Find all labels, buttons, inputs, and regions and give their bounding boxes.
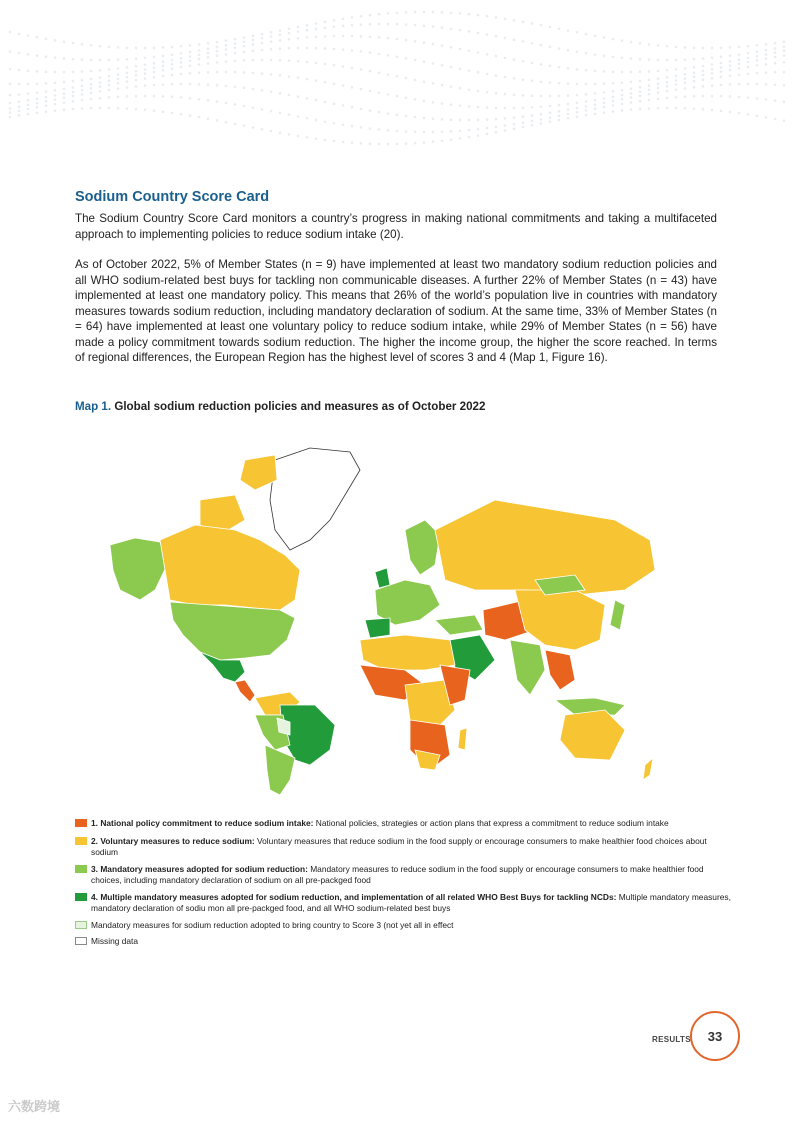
legend-bold-2: Voluntary measures to reduce sodium: <box>100 836 255 846</box>
japan <box>610 600 625 630</box>
map-label: Map 1. <box>75 400 112 413</box>
australia <box>560 710 625 760</box>
legend-text-1: National policies, strategies or action plans that express a commitment to reduce sodium intake <box>313 818 669 828</box>
legend-text-4: Multiple mandatory measures, mandatory declaration of sodiu mon all pre-packged food, and all WHO sodium-related best buys <box>91 892 731 913</box>
legend-num-3: 3. <box>91 864 98 874</box>
page-number: 33 <box>707 1029 723 1044</box>
world-map <box>105 440 665 800</box>
legend-swatch-1 <box>75 819 87 827</box>
southeast-asia <box>545 650 575 690</box>
india <box>510 640 545 695</box>
turkey-caucasus <box>435 615 483 635</box>
map-title-text: Global sodium reduction policies and measures as of October 2022 <box>114 400 486 413</box>
statistics-paragraph <box>75 257 717 366</box>
legend-swatch-5 <box>75 921 87 929</box>
arctic-islands <box>240 455 277 490</box>
legend-text-3: Mandatory measures to reduce sodium in the food supply or encourage consumers to make healthier food choices, including mandatory declaration of sodium on all pre-packged food <box>91 864 704 885</box>
china <box>515 590 605 650</box>
central-america <box>235 680 255 702</box>
intro-paragraph <box>75 211 717 242</box>
new-zealand <box>643 758 653 780</box>
scandinavia <box>405 520 440 575</box>
usa <box>170 602 295 660</box>
iberia <box>365 618 390 638</box>
legend-swatch-6 <box>75 937 87 945</box>
legend-num-2: 2. <box>91 836 98 846</box>
legend-text-5: Mandatory measures for sodium reduction adopted to bring country to Score 3 (not yet all in effect <box>91 920 454 930</box>
legend-bold-4: Multiple mandatory measures adopted for sodium reduction, and implementation of all related WHO Best Buys for tackling NCDs: <box>100 892 617 902</box>
legend-num-1: 1. <box>91 818 98 828</box>
legend-bold-3: Mandatory measures adopted for sodium reduction: <box>100 864 308 874</box>
statistics-text: As of October 2022, 5% of Member States (n = 9) have implemented at least two mandatory sodium reduction policies and all WHO sodium-related best buys for tackling non communicable diseases. A further 22% of Member States (n = 43) have implemented at least one mandatory policy. This means that 26% of the world’s population live in countries with mandatory measures towards sodium reduction, including mandatory declaration of sodium. At the same time, 33% of Member States (n = 64) have implemented at least one voluntary policy to reduce sodium intake, while 29% of Member States (n = 56) have made a policy commitment towards sodium reduction. The higher the income group, the higher the score reached. In terms of regional differences, the European Region has the highest level of scores 3 and 4 (Map 1, Figure 16). <box>75 258 717 364</box>
legend-swatch-4 <box>75 893 87 901</box>
decorative-header-pattern <box>0 0 793 175</box>
greenland <box>270 448 360 550</box>
alaska <box>110 538 167 600</box>
legend-text-6: Missing data <box>91 936 139 946</box>
section-title: Sodium Country Score Card <box>75 189 270 205</box>
watermark: 六数跨境 <box>8 1099 61 1114</box>
footer-section-label: RESULTS <box>652 1035 691 1044</box>
uk <box>375 568 390 588</box>
legend-num-4: 4. <box>91 892 98 902</box>
intro-text: The Sodium Country Score Card monitors a country’s progress in making national commitments and taking a multifaceted approach to implementing policies to reduce sodium intake (20). <box>75 212 717 241</box>
madagascar <box>458 728 467 750</box>
legend-swatch-2 <box>75 837 87 845</box>
legend-text-2: Voluntary measures that reduce sodium in the food supply or encourage consumers to make healthier food choices about sodium <box>91 836 707 857</box>
legend-bold-1: National policy commitment to reduce sodium intake: <box>100 818 314 828</box>
canada <box>160 525 300 610</box>
map-caption <box>75 400 485 413</box>
legend-swatch-3 <box>75 865 87 873</box>
